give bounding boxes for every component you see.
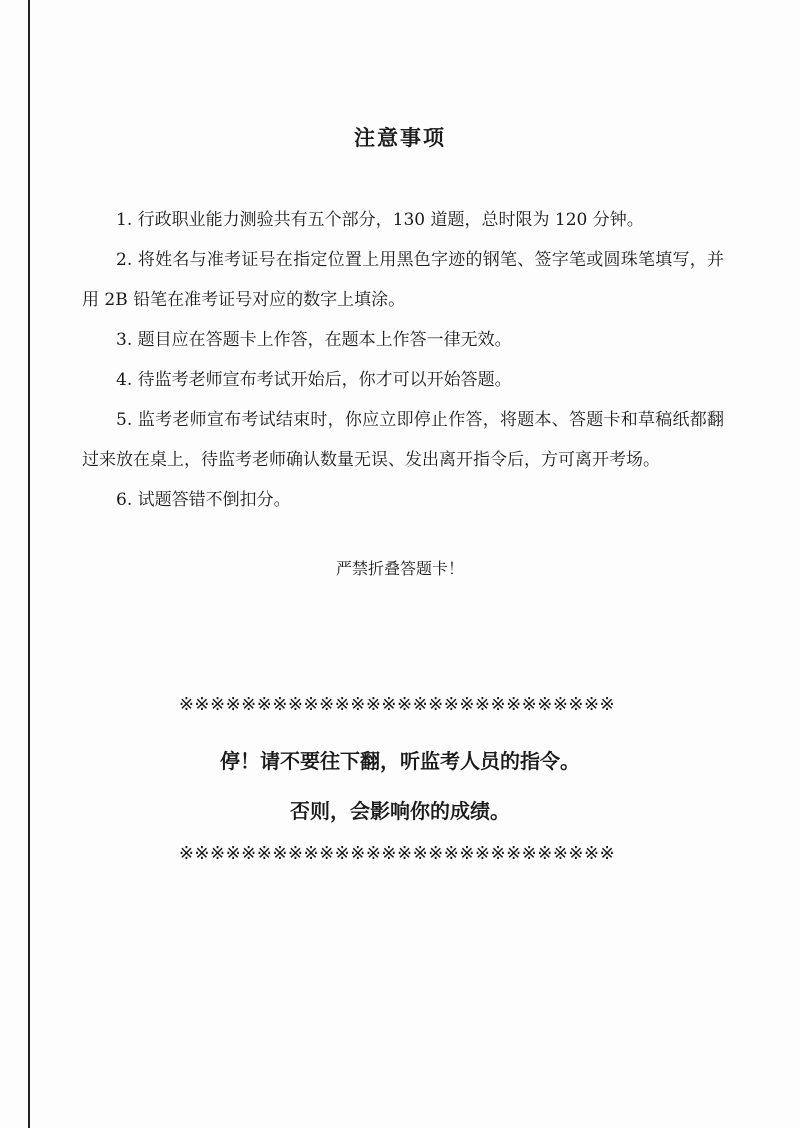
instruction-item: 6. 试题答错不倒扣分。 bbox=[116, 490, 291, 510]
instructions-list bbox=[82, 200, 724, 520]
instruction-item: 3. 题目应在答题卡上作答，在题本上作答一律无效。 bbox=[116, 330, 512, 350]
stop-message-line2: 否则，会影响你的成绩。 bbox=[290, 799, 510, 823]
separator-bottom: ※※※※※※※※※※※※※※※※※※※※※※※※※※※※ bbox=[178, 843, 616, 864]
instruction-item: 2. 将姓名与准考证号在指定位置上用黑色字迹的钢笔、签字笔或圆珠笔填写，并用 2B 铅笔在准考证号对应的数字上填涂。 bbox=[82, 250, 724, 310]
page-title: 注意事项 bbox=[354, 126, 446, 150]
separator-top: ※※※※※※※※※※※※※※※※※※※※※※※※※※※※ bbox=[178, 694, 616, 715]
stop-message-line1: 停！请不要往下翻，听监考人员的指令。 bbox=[220, 749, 580, 773]
instruction-item: 1. 行政职业能力测验共有五个部分，130 道题，总时限为 120 分钟。 bbox=[116, 210, 644, 230]
instruction-item: 5. 监考老师宣布考试结束时，你应立即停止作答，将题本、答题卡和草稿纸都翻过来放在桌上，待监考老师确认数量无误、发出离开指令后，方可离开考场。 bbox=[82, 410, 724, 470]
no-folding-warning: 严禁折叠答题卡！ bbox=[335, 559, 464, 578]
instruction-item: 4. 待监考老师宣布考试开始后，你才可以开始答题。 bbox=[116, 370, 512, 390]
